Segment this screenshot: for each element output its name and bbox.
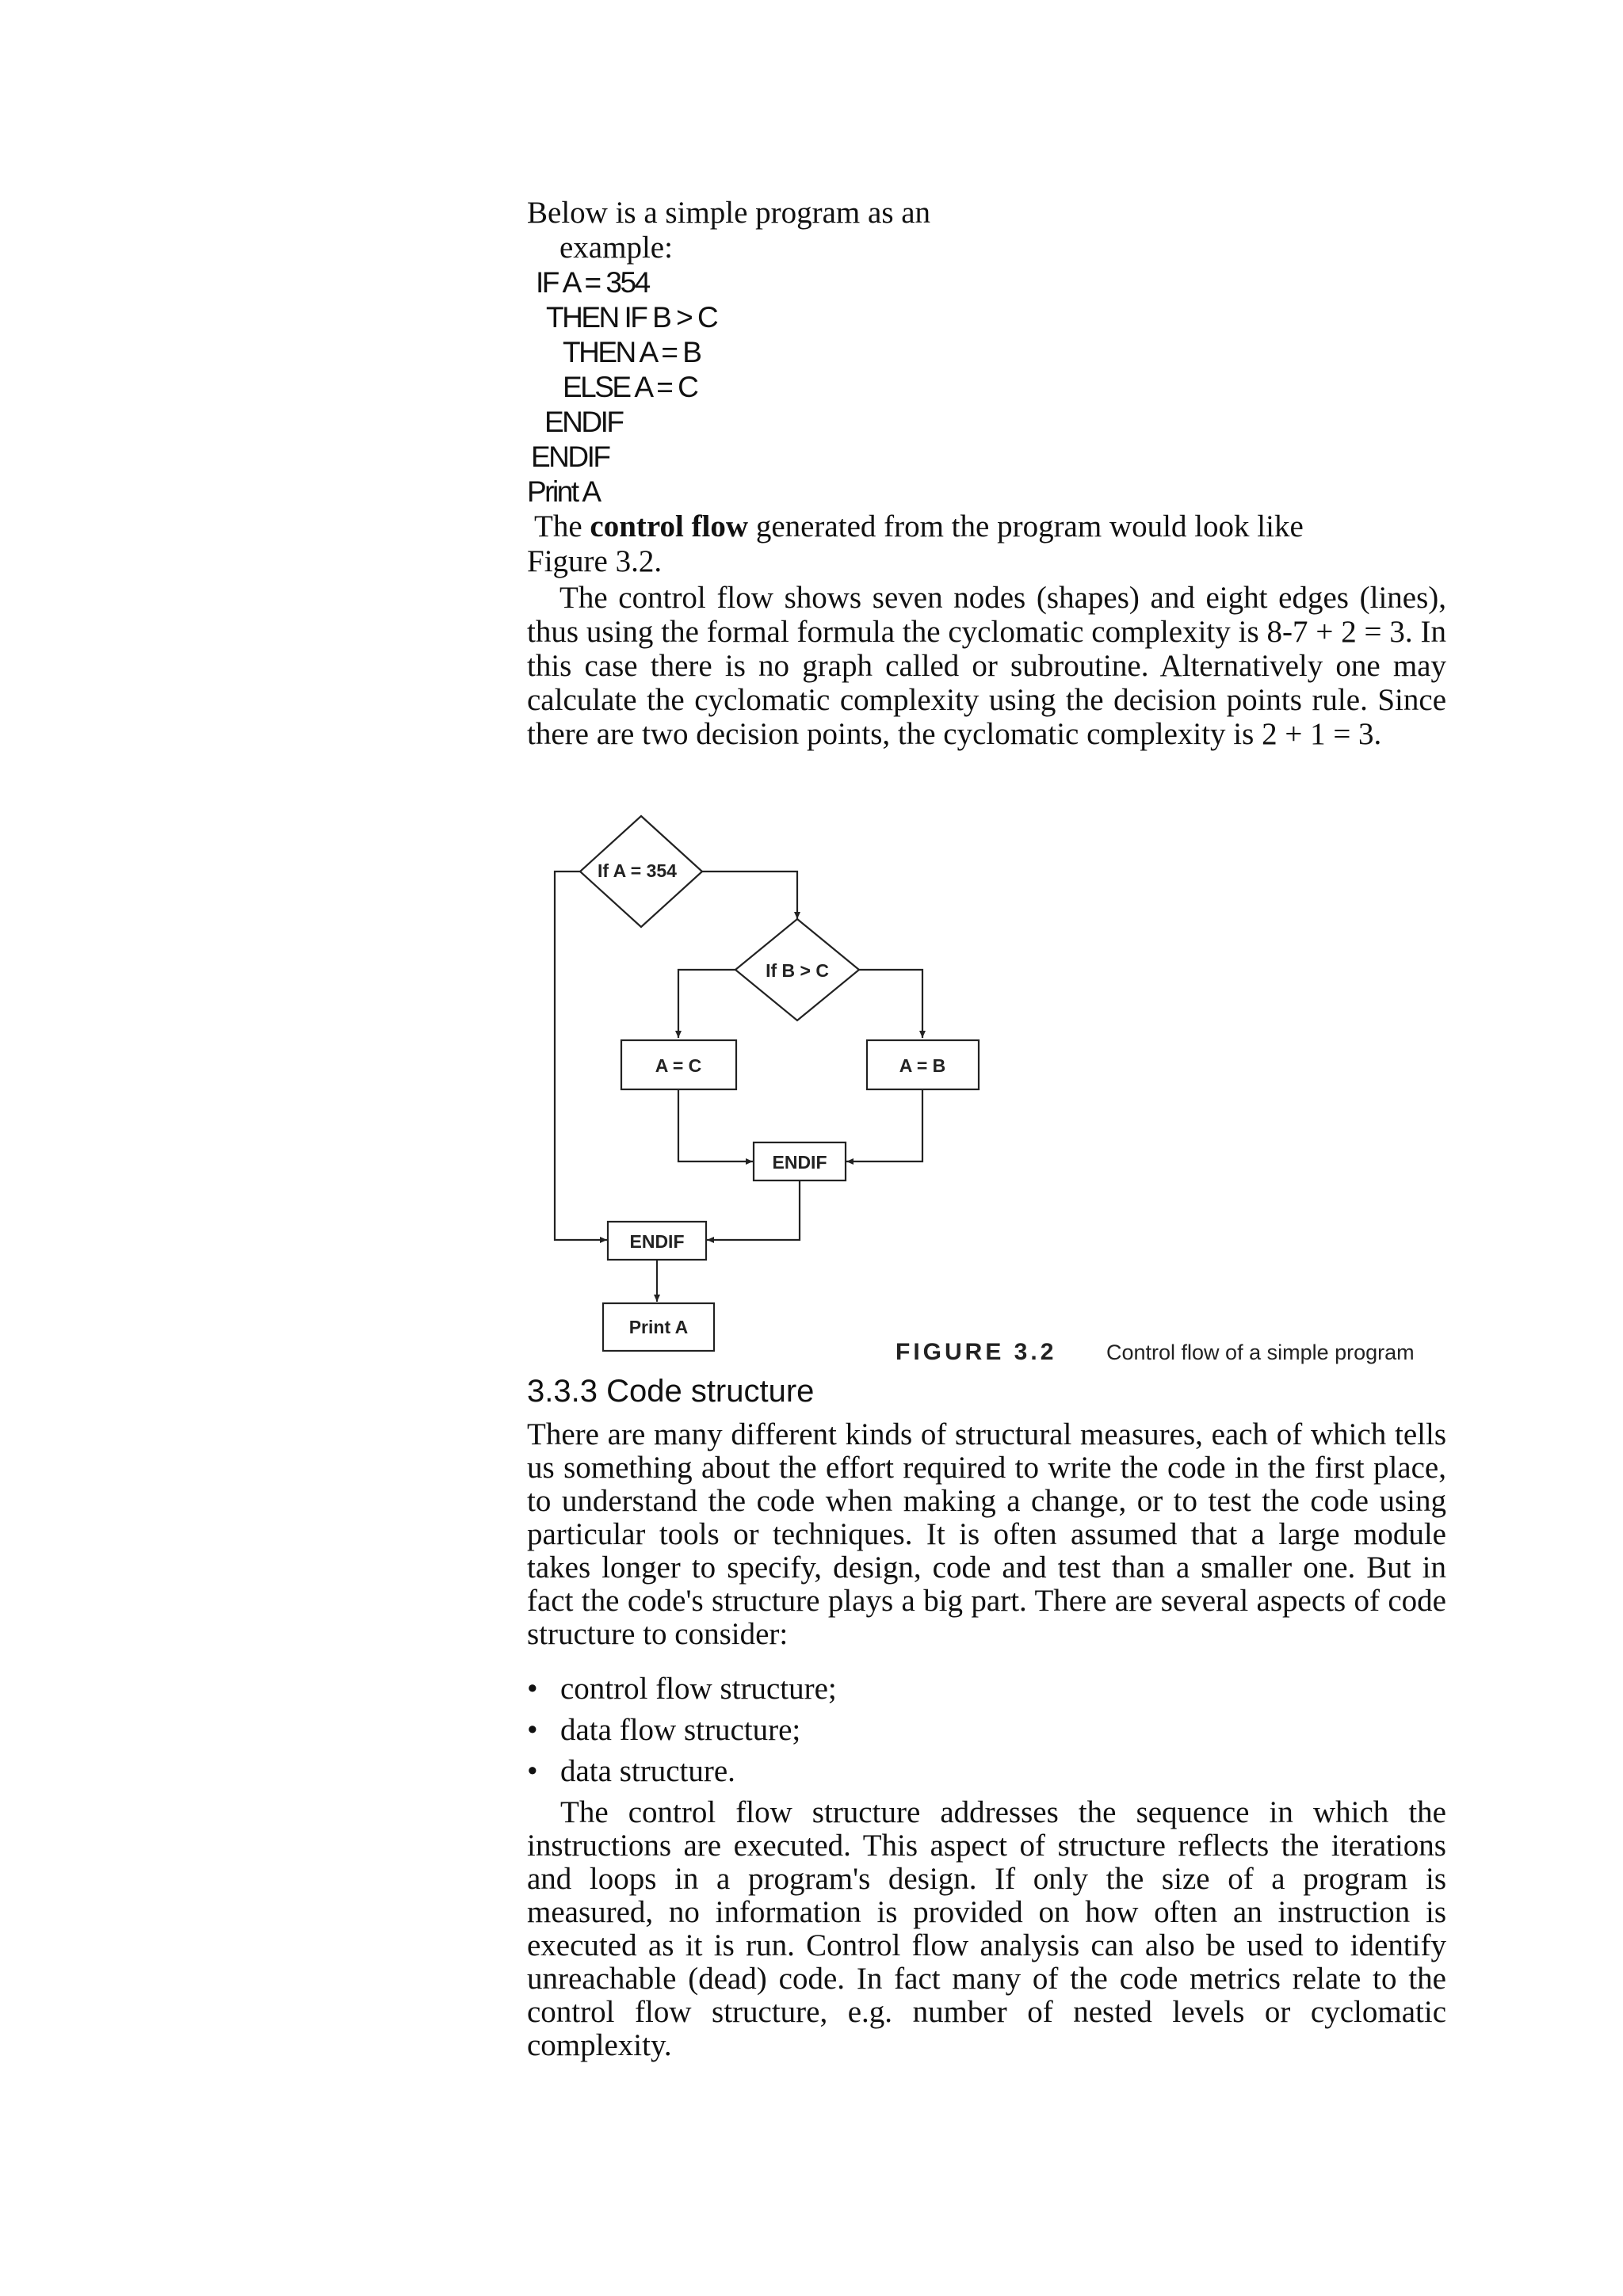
edge-endif-inner-to-endif-outer	[707, 1180, 800, 1240]
process-box-a-b-label: A = B	[899, 1055, 946, 1076]
edge-decision2-to-box-a-c	[678, 970, 735, 1038]
intro-line-2: example:	[559, 231, 673, 265]
process-box-a-c-label: A = C	[655, 1055, 702, 1076]
list-item	[527, 1751, 1446, 1792]
edge-decision1-to-decision2	[702, 871, 797, 919]
control-flow-prefix: The	[534, 509, 590, 543]
code-line-2: THEN IF B > C	[546, 301, 717, 334]
section-heading: 3.3.3 Code structure	[527, 1374, 815, 1409]
figure-caption-label: FIGURE 3.2	[896, 1339, 1057, 1365]
decision-node-b-label: If B > C	[766, 960, 829, 981]
list-item-text: data structure.	[560, 1754, 735, 1788]
edge-box-a-b-to-endif-inner	[846, 1089, 922, 1161]
intro-line-1: Below is a simple program as an	[527, 196, 931, 230]
section-paragraph-1: There are many different kinds of structural measures, each of which tells us something about the effort required to write the code in the first place, to understand the code when making a change, or to test the code using particular tools or techniques. It is often assumed that a large module takes longer to specify, design, code and test than a smaller one. But in fact the code's structure plays a big part. There are several aspects of code structure to consider:	[527, 1417, 1446, 1651]
code-line-4: ELSE A = C	[563, 371, 697, 403]
endif-inner-label: ENDIF	[772, 1152, 827, 1173]
control-flow-suffix: generated from the program would look like	[748, 509, 1304, 543]
bullet-marker: •	[527, 1713, 538, 1747]
code-line-6: ENDIF	[531, 441, 609, 473]
print-box-label: Print A	[628, 1317, 689, 1337]
code-line-3: THEN A = B	[563, 336, 701, 368]
code-line-5: ENDIF	[544, 406, 623, 438]
list-item	[527, 1669, 1446, 1710]
figure-caption-text: Control flow of a simple program	[1106, 1341, 1415, 1364]
control-flow-sentence-end: Figure 3.2.	[527, 544, 663, 578]
edge-decision2-to-box-a-b	[859, 970, 922, 1038]
control-flow-diagram	[523, 808, 1458, 1365]
structure-aspects-list	[527, 1669, 1446, 1792]
bullet-marker: •	[527, 1672, 538, 1706]
decision-node-a-label: If A = 354	[598, 860, 677, 881]
bullet-marker: •	[527, 1754, 538, 1788]
code-line-1: IF A = 354	[536, 266, 649, 299]
control-flow-sentence	[534, 509, 1304, 544]
list-item	[527, 1710, 1446, 1751]
list-item-text: control flow structure;	[560, 1672, 837, 1706]
complexity-paragraph: The control flow shows seven nodes (shapes) and eight edges (lines), thus using the formal formula the cyclomatic complexity is 8-7 + 2 = 3. In this case there is no graph called or subroutine. Alternatively one may calculate the cyclomatic complexity using the decision points rule. Since there are two decision points, the cyclomatic complexity is 2 + 1 = 3.	[527, 581, 1446, 751]
code-line-7: Print A	[527, 475, 600, 508]
edge-decision1-to-endif-outer	[555, 871, 607, 1240]
endif-outer-label: ENDIF	[629, 1231, 685, 1252]
edge-box-a-c-to-endif-inner	[678, 1089, 753, 1161]
section-paragraph-2: The control flow structure addresses the sequence in which the instructions are executed. This aspect of structure reflects the iterations and loops in a program's design. If only the size of a program is measured, no information is provided on how often an instruction is executed as it is run. Control flow analysis can also be used to identify unreachable (dead) code. In fact many of the code metrics relate to the control flow structure, e.g. number of nested levels or cyclomatic complexity.	[527, 1795, 1446, 2062]
control-flow-bold: control flow	[590, 509, 749, 543]
list-item-text: data flow structure;	[560, 1713, 801, 1747]
